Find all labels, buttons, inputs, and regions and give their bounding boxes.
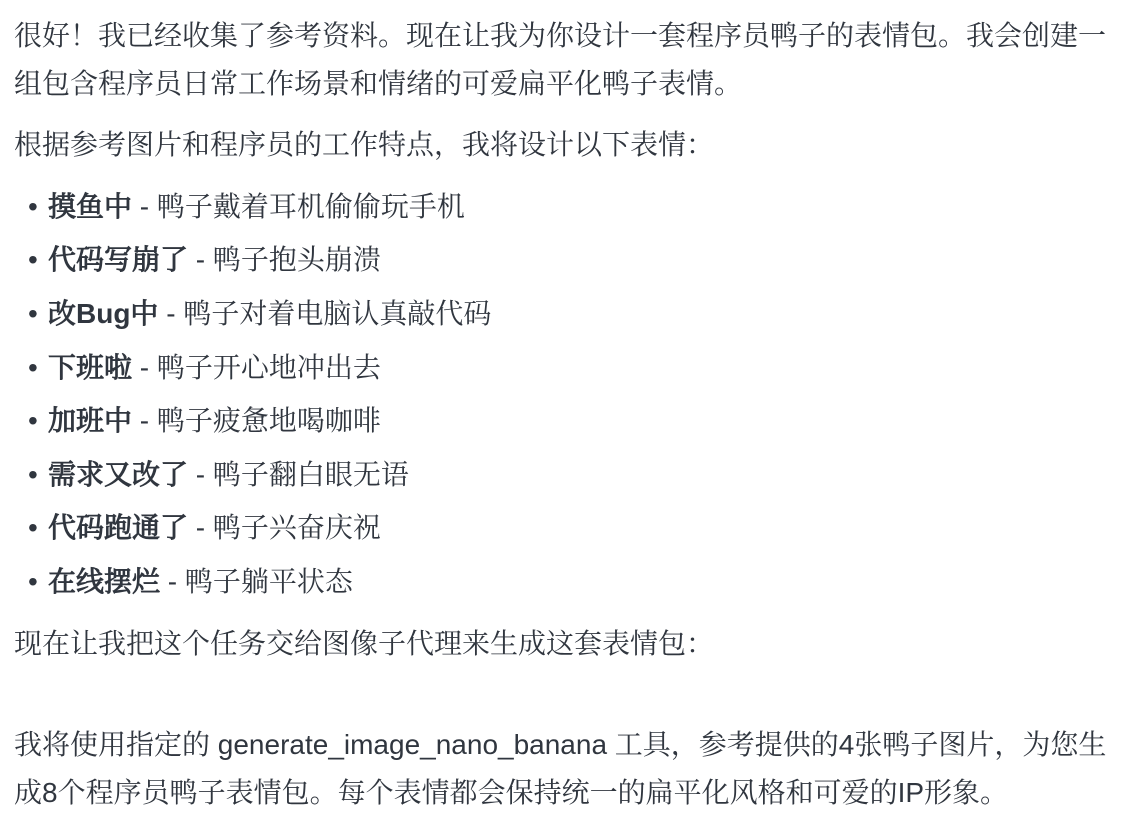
emoji-separator: - bbox=[132, 351, 157, 383]
emoji-list-item bbox=[48, 236, 1126, 284]
emoji-list-item bbox=[48, 344, 1126, 392]
emoji-list-item bbox=[48, 290, 1126, 338]
emoji-list-item bbox=[48, 183, 1126, 231]
emoji-list-item bbox=[48, 451, 1126, 499]
emoji-separator: - bbox=[158, 297, 184, 329]
emoji-description: 鸭子戴着耳机偷偷玩手机 bbox=[156, 190, 465, 222]
emoji-separator: - bbox=[160, 565, 185, 597]
emoji-separator: - bbox=[132, 190, 157, 222]
plan-paragraph: 根据参考图片和程序员的工作特点，我将设计以下表情： bbox=[14, 129, 715, 161]
emoji-title: 代码跑通了 bbox=[48, 512, 189, 544]
emoji-title: 下班啦 bbox=[48, 351, 133, 383]
emoji-description: 鸭子疲惫地喝咖啡 bbox=[156, 405, 381, 437]
emoji-list-item bbox=[48, 504, 1126, 552]
emoji-description: 鸭子抱头崩溃 bbox=[212, 244, 381, 276]
emoji-description: 鸭子对着电脑认真敲代码 bbox=[183, 297, 492, 329]
emoji-description: 鸭子开心地冲出去 bbox=[156, 351, 381, 383]
emoji-description: 鸭子翻白眼无语 bbox=[212, 458, 409, 490]
tool-usage-paragraph: 我将使用指定的 generate_image_nano_banana 工具，参考提供的4张鸭子图片，为您生成8个程序员鸭子表情包。每个表情都会保持统一的扁平化风格和可爱的IP形象。 bbox=[14, 729, 1107, 808]
emoji-title: 代码写崩了 bbox=[48, 244, 189, 276]
emoji-title: 摸鱼中 bbox=[48, 190, 133, 222]
handoff-paragraph: 现在让我把这个任务交给图像子代理来生成这套表情包： bbox=[14, 627, 715, 659]
emoji-separator: - bbox=[132, 405, 157, 437]
emoji-description: 鸭子躺平状态 bbox=[184, 565, 353, 597]
emoji-description: 鸭子兴奋庆祝 bbox=[212, 512, 381, 544]
emoji-list-item bbox=[48, 397, 1126, 445]
emoji-separator: - bbox=[188, 512, 213, 544]
emoji-list bbox=[14, 183, 1126, 606]
emoji-title: 需求又改了 bbox=[48, 458, 189, 490]
emoji-list-item bbox=[48, 558, 1126, 606]
emoji-separator: - bbox=[188, 244, 213, 276]
emoji-title: 改Bug中 bbox=[48, 297, 159, 329]
intro-paragraph: 很好！我已经收集了参考资料。现在让我为你设计一套程序员鸭子的表情包。我会创建一组包含程序员日常工作场景和情绪的可爱扁平化鸭子表情。 bbox=[14, 20, 1107, 99]
emoji-title: 在线摆烂 bbox=[48, 565, 161, 597]
emoji-separator: - bbox=[188, 458, 213, 490]
emoji-title: 加班中 bbox=[48, 405, 133, 437]
